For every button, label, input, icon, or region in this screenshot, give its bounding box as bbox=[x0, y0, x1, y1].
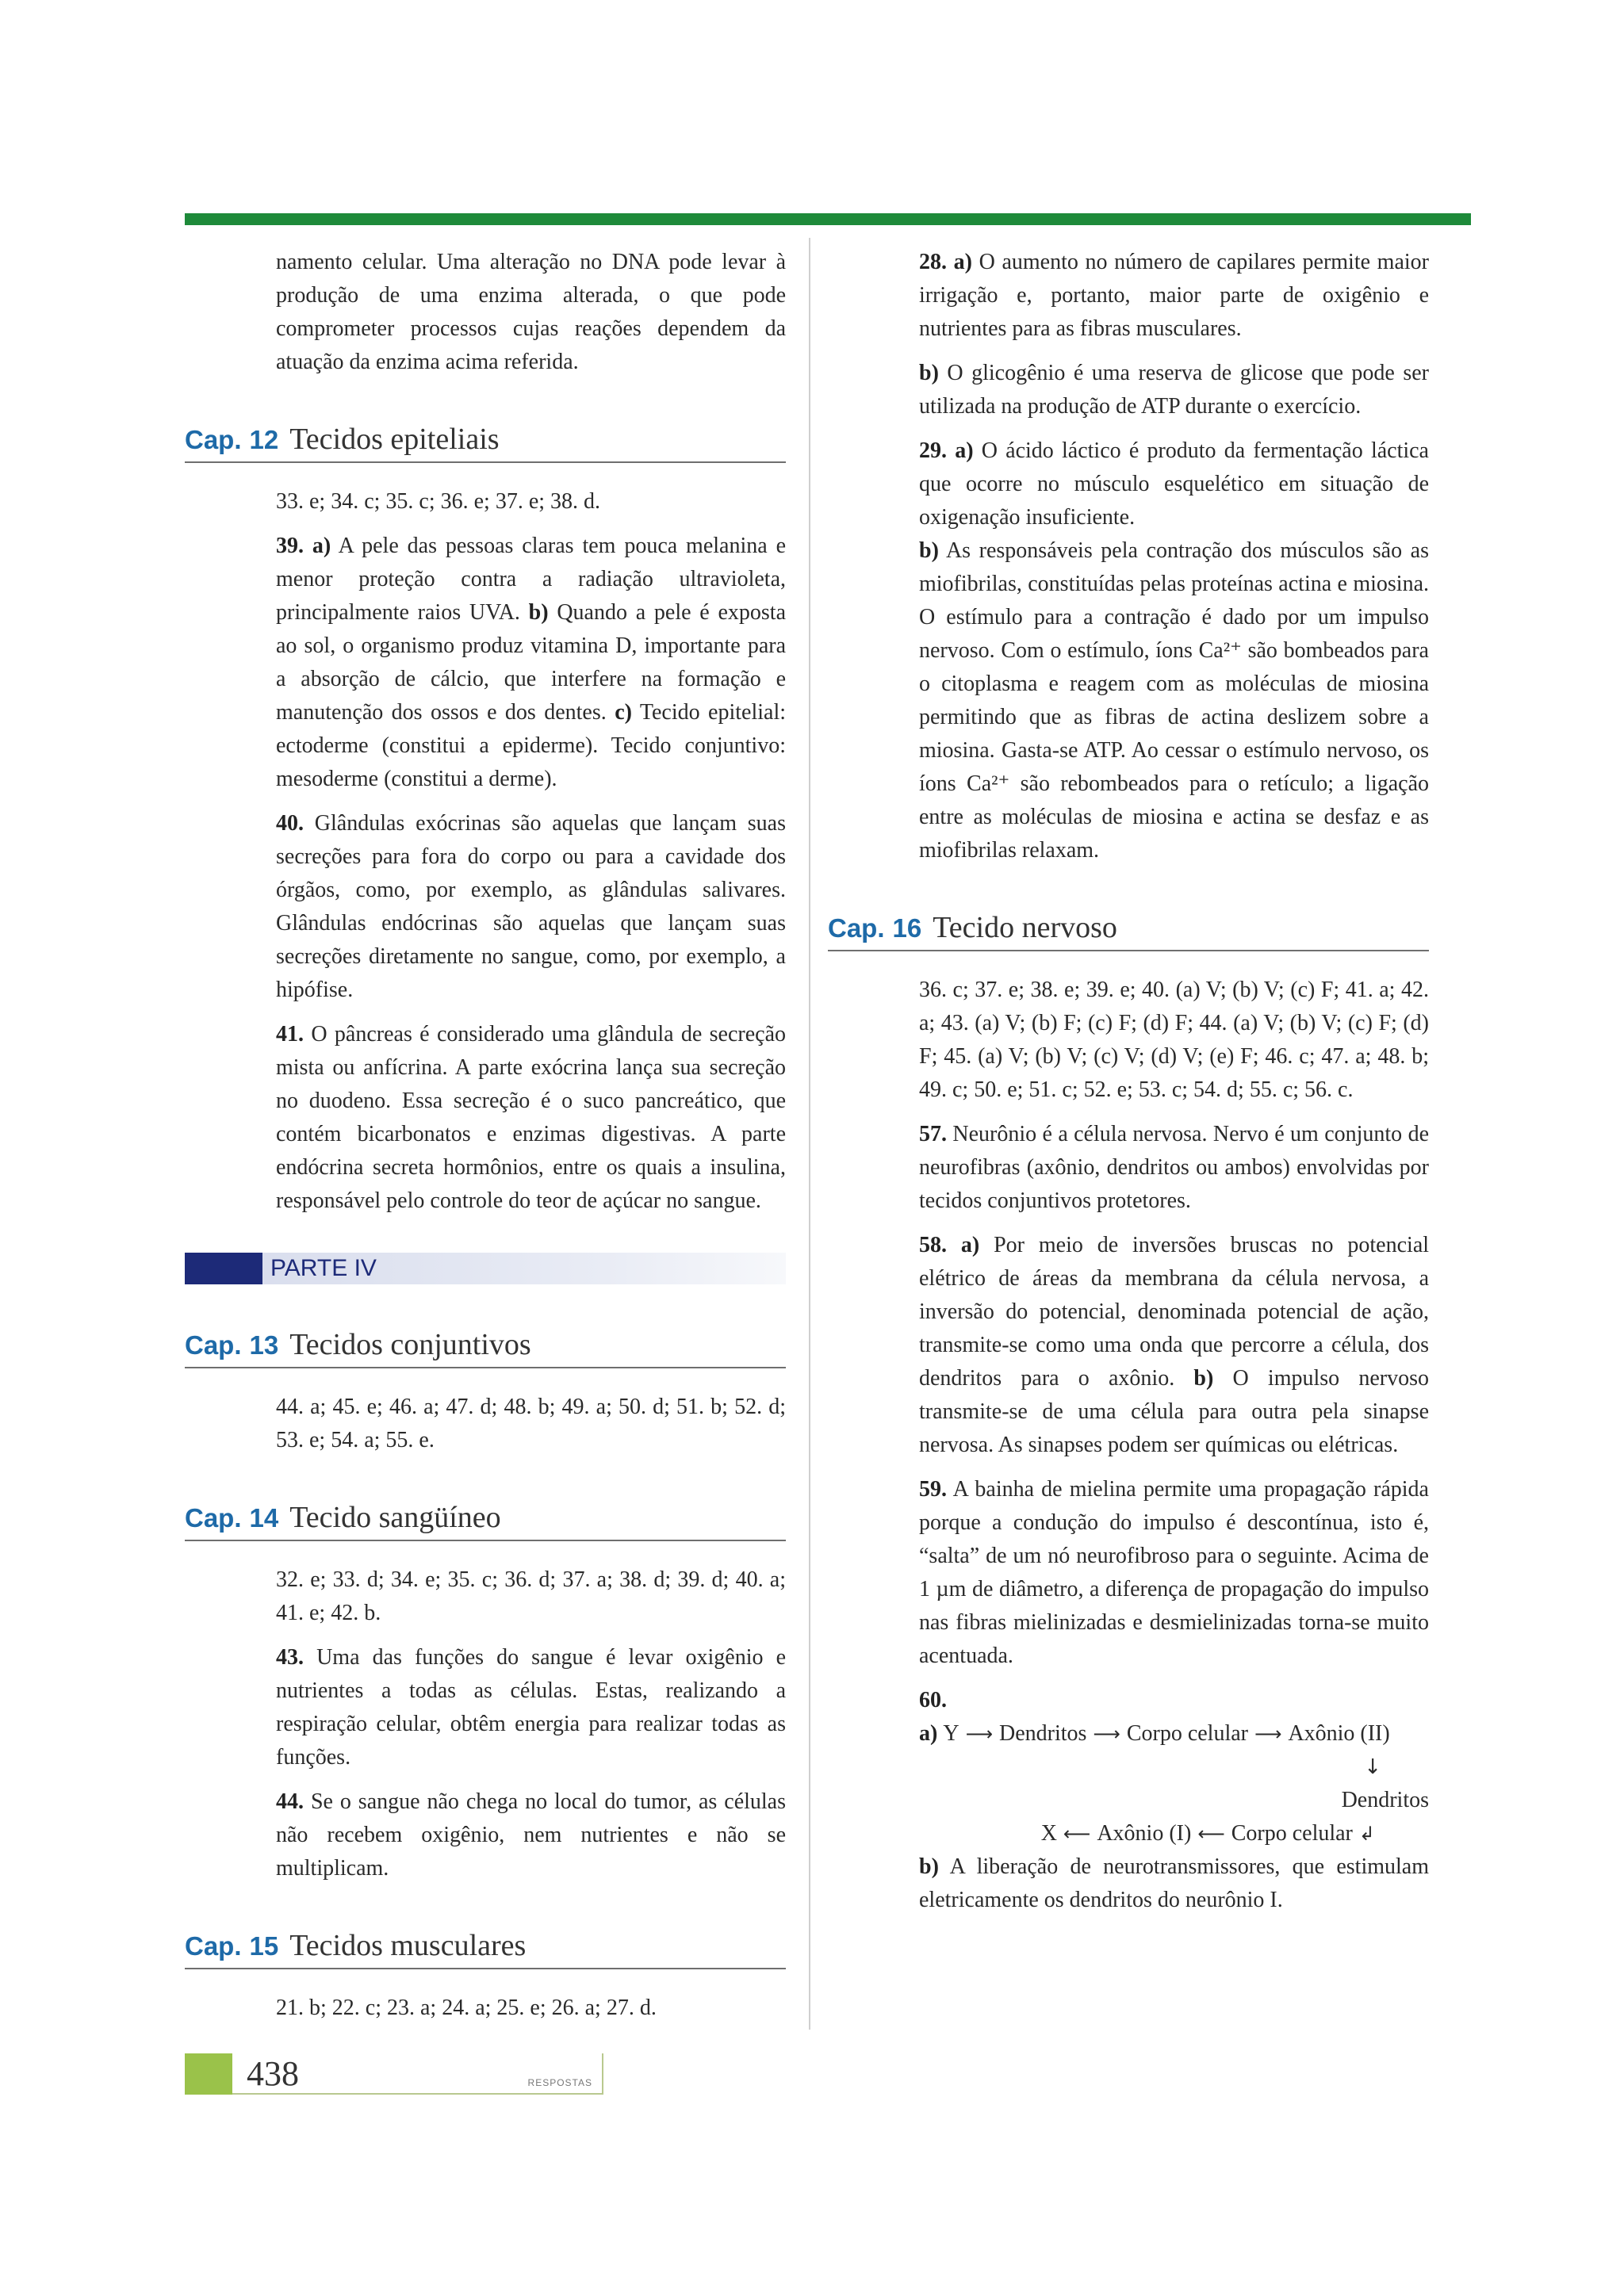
flow-row-top: a) Y ⟶ Dendritos ⟶ Corpo celular ⟶ Axônio (II) bbox=[919, 1717, 1429, 1751]
part-label: PARTE IV bbox=[270, 1255, 377, 1281]
answer-44: 44. Se o sangue não chega no local do tumor, as células não recebem oxigênio, nem nutrientes e não se multiplicam. bbox=[276, 1789, 786, 1881]
top-green-bar bbox=[185, 213, 1471, 225]
chapter-16-heading: Cap. 16 Tecido nervoso bbox=[828, 910, 1429, 951]
answer-59: 59. A bainha de mielina permite uma propagação rápida porque a condução do impulso é descontínua, isto é, “salta” de um nó neurofibroso para o seguinte. Acima de 1 µm de diâmetro, a diferença de propagação do impulso nas fibras mielinizadas e desmielinizadas torna-se muito acentuada. bbox=[919, 1477, 1429, 1668]
chapter-13-heading: Cap. 13 Tecidos conjuntivos bbox=[185, 1327, 786, 1368]
right-column bbox=[828, 246, 1429, 1928]
chapter-12-answers: 33. e; 34. c; 35. c; 36. e; 37. e; 38. d. bbox=[276, 489, 601, 514]
flow-row-bottom: X ⟵ Axônio (I) ⟵ Corpo celular ↲ bbox=[919, 1817, 1429, 1850]
answer-57: 57. Neurônio é a célula nervosa. Nervo é um conjunto de neurofibras (axônio, dendritos ou ambos) envolvidas por tecidos conjuntivos protetores. bbox=[919, 1122, 1429, 1213]
footer-box bbox=[232, 2053, 603, 2095]
chapter-13-answers: 44. a; 45. e; 46. a; 47. d; 48. b; 49. a; 50. d; 51. b; 52. d; 53. e; 54. a; 55. e. bbox=[276, 1395, 786, 1452]
column-divider bbox=[809, 238, 810, 2030]
part-banner-block bbox=[185, 1253, 262, 1284]
answer-58: 58. a) Por meio de inversões bruscas no potencial elétrico de áreas da membrana da célula nervosa, a inversão do potencial, denominada potencial de ação, transmite-se como uma onda que percorre a célula, dos dendritos para o axônio. b) O impulso nervoso transmite-se de uma célula para outra pela sinapse nervosa. As sinapses podem ser químicas ou elétricas. bbox=[919, 1233, 1430, 1457]
answer-60-number: 60. bbox=[919, 1688, 947, 1712]
chapter-15-heading: Cap. 15 Tecidos musculares bbox=[185, 1928, 786, 1969]
page-number: 438 bbox=[247, 2054, 299, 2093]
answer-43: 43. Uma das funções do sangue é levar oxigênio e nutrientes a todas as células. Estas, realizando a respiração celular, obtêm energia para realizar todas as funções. bbox=[276, 1645, 787, 1770]
chapter-12-heading: Cap. 12 Tecidos epiteliais bbox=[185, 422, 786, 463]
left-column bbox=[185, 246, 786, 2036]
footer-green-block bbox=[185, 2053, 232, 2095]
right-arrow-icon: ⟶ bbox=[1254, 1723, 1282, 1745]
part-iv-banner bbox=[185, 1253, 786, 1284]
answer-28-b: b) O glicogênio é uma reserva de glicose que pode ser utilizada na produção de ATP durante o exercício. bbox=[919, 361, 1429, 419]
answer-40: 40. Glândulas exócrinas são aquelas que lançam suas secreções para fora do corpo ou para a cavidade dos órgãos, como, por exemplo, as glândulas salivares. Glândulas endócrinas são aquelas que lançam suas secreções diretamente no sangue, como, por exemplo, a hipófise. bbox=[276, 811, 787, 1002]
answer-28: 28. a) O aumento no número de capilares permite maior irrigação e, portanto, maior parte de oxigênio e nutrientes para as fibras musculares. bbox=[919, 250, 1429, 341]
left-arrow-icon: ⟵ bbox=[1063, 1823, 1091, 1845]
neuron-flow-diagram bbox=[919, 1717, 1429, 1850]
answer-41: 41. O pâncreas é considerado uma glândula de secreção mista ou anfícrina. A parte exócrina lança sua secreção no duodeno. Essa secreção é o suco pancreático, que contém bicarbonatos e enzimas digestivas. A parte endócrina secreta hormônios, entre os quais a insulina, responsável pelo controle do teor de açúcar no sangue. bbox=[276, 1022, 786, 1213]
flow-row-dendritos: Dendritos bbox=[1341, 1788, 1429, 1812]
chapter-14-heading: Cap. 14 Tecido sangüíneo bbox=[185, 1500, 786, 1541]
answer-60-b: b) A liberação de neurotransmissores, que estimulam eletricamente os dendritos do neurônio I. bbox=[919, 1854, 1429, 1912]
section-label: RESPOSTAS bbox=[527, 2077, 592, 2088]
intro-paragraph: namento celular. Uma alteração no DNA pode levar à produção de uma enzima alterada, o que pode comprometer processos cujas reações dependem da atuação da enzima acima referida. bbox=[276, 250, 786, 374]
answer-39: 39. a) A pele das pessoas claras tem pouca melanina e menor proteção contra a radiação ultravioleta, principalmente raios UVA. b) Quando a pele é exposta ao sol, o organismo produz vitamina D, importante para a absorção de cálcio, que interfere na formação e manutenção dos ossos e dos dentes. c) Tecido epitelial: ectoderme (constitui a epiderme). Tecido conjuntivo: mesoderme (constitui a derme). bbox=[276, 534, 787, 791]
flow-row-down bbox=[919, 1751, 1429, 1784]
answer-29: 29. a) O ácido láctico é produto da fermentação láctica que ocorre no músculo esquelético em situação de oxigenação insuficiente. b) As responsáveis pela contração dos músculos são as miofibrilas, constituídas pelas proteínas actina e miosina. O estímulo para a contração é dado por um impulso nervoso. Com o estímulo, íons Ca²⁺ são bombeados para o citoplasma e reagem com as moléculas de miosina permitindo que as fibras de actina deslizem sobre a miosina. Gasta-se ATP. Ao cessar o estímulo nervoso, os íons Ca²⁺ são rebombeados para o retículo; a ligação entre as moléculas de miosina e actina se desfaz e as miofibrilas relaxam. bbox=[919, 438, 1429, 863]
chapter-16-answers: 36. c; 37. e; 38. e; 39. e; 40. (a) V; (b) V; (c) F; 41. a; 42. a; 43. (a) V; (b) F; (c) F; (d) F; 44. (a) V; (b) V; (c) F; (d) F; 45. (a) V; (b) V; (c) V; (d) V; (e) F; 46. c; 47. a; 48. b; 49. c; 50. e; 51. c; 52. e; 53. c; 54. d; 55. c; 56. c. bbox=[919, 978, 1429, 1102]
down-arrow-icon: ↓ bbox=[1364, 1755, 1381, 1779]
right-arrow-icon: ⟶ bbox=[965, 1723, 993, 1745]
left-arrow-icon: ⟵ bbox=[1197, 1823, 1225, 1845]
right-arrow-icon: ⟶ bbox=[1093, 1723, 1120, 1745]
chapter-14-answers: 32. e; 33. d; 34. e; 35. c; 36. d; 37. a; 38. d; 39. d; 40. a; 41. e; 42. b. bbox=[276, 1567, 786, 1625]
return-arrow-icon: ↲ bbox=[1358, 1823, 1375, 1845]
chapter-15-answers: 21. b; 22. c; 23. a; 24. a; 25. e; 26. a; 27. d. bbox=[276, 1996, 657, 2020]
page-footer bbox=[185, 2053, 603, 2095]
